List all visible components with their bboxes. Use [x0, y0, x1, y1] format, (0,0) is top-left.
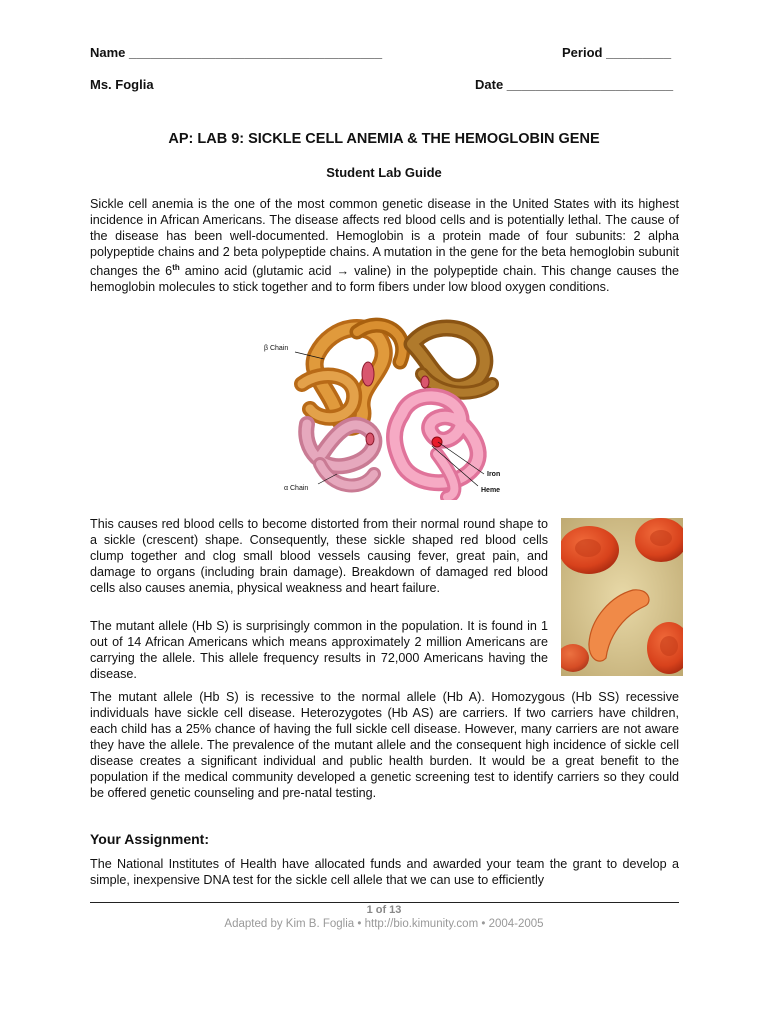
alpha-chain-left-shape [306, 424, 374, 485]
sickle-cell-photo [561, 518, 683, 676]
recessive-paragraph: The mutant allele (Hb S) is recessive to the normal allele (Hb A). Homozygous (Hb SS) recessive individuals have sickle cell disease. Heterozygotes (Hb AS) are carriers. If two carriers have children, each child has a 25% chance of having the full sickle cell disease. However, many carriers are not aware they have the allele. The prevalence of the mutant allele and the consequent high incidence of sickle cell disease creates a significant individual and public health burden. It would be a great benefit to the population if the medical community developed a genetic screening test to identify carriers so they could be offered genetic counseling and pre-natal testing. [90, 690, 679, 800]
beta-chain-left-shape [302, 325, 403, 427]
document-title: AP: LAB 9: SICKLE CELL ANEMIA & THE HEMOGLOBIN GENE [168, 131, 600, 147]
heme-label: Heme [481, 487, 501, 494]
intro-superscript: th [172, 263, 180, 272]
assignment-heading: Your Assignment: [90, 831, 210, 847]
assignment-paragraph: The National Institutes of Health have allocated funds and awarded your team the grant to develop a simple, inexpensive DNA test for the sickle cell allele that we can use to efficiently [90, 857, 679, 887]
page-number: 1 of 13 [366, 904, 402, 916]
intro-paragraph [90, 196, 679, 295]
footer-divider [90, 902, 679, 903]
name-field-line: Name ___________________________________ [90, 45, 383, 60]
teacher-name: Ms. Foglia [90, 77, 154, 92]
footer-credit: Adapted by Kim B. Foglia • http://bio.kimunity.com • 2004-2005 [224, 918, 544, 930]
frequency-paragraph: The mutant allele (Hb S) is surprisingly common in the population. It is found in 1 out of 14 African Americans which means approximately 2 million Americans are carrying the allele. This allele frequency results in 72,000 Americans having the disease. [90, 619, 548, 681]
intro-text-end: amino acid (glutamic acid → valine) in the polypeptide chain. This change causes the hemoglobin molecules to stick together and to form fibers under low blood oxygen conditions. [90, 264, 680, 295]
distortion-paragraph: This causes red blood cells to become distorted from their normal round shape to a sickle (crescent) shape. Consequently, these sickle shaped red blood cells clump together and clog small blood vessels causing fever, great pain, and damage to organs (including brain damage). Breakdown of damaged red blood cells also causes anemia, physical weakness and heart failure. [90, 517, 548, 595]
beta-chain-label: β Chain [264, 345, 289, 352]
document-subtitle: Student Lab Guide [326, 165, 442, 180]
hemoglobin-structure-figure [262, 314, 512, 500]
alpha-chain-label: α Chain [284, 485, 309, 492]
intro-text-start: Sickle cell anemia is the one of the most common genetic disease in the United States with its highest incidence in African Americans. The disease affects red blood cells and is potentially lethal. The cause of the disease has been well-documented. Hemoglobin is a protein made of four subunits: 2 alpha polypeptide chains and 2 beta polypeptide chains. A mutation in the gene for the beta hemoglobin subunit changes the 6 [90, 197, 679, 279]
date-field-line: Date _______________________ [475, 77, 674, 92]
period-field-line: Period _________ [562, 45, 672, 60]
iron-label: Iron [487, 471, 501, 478]
